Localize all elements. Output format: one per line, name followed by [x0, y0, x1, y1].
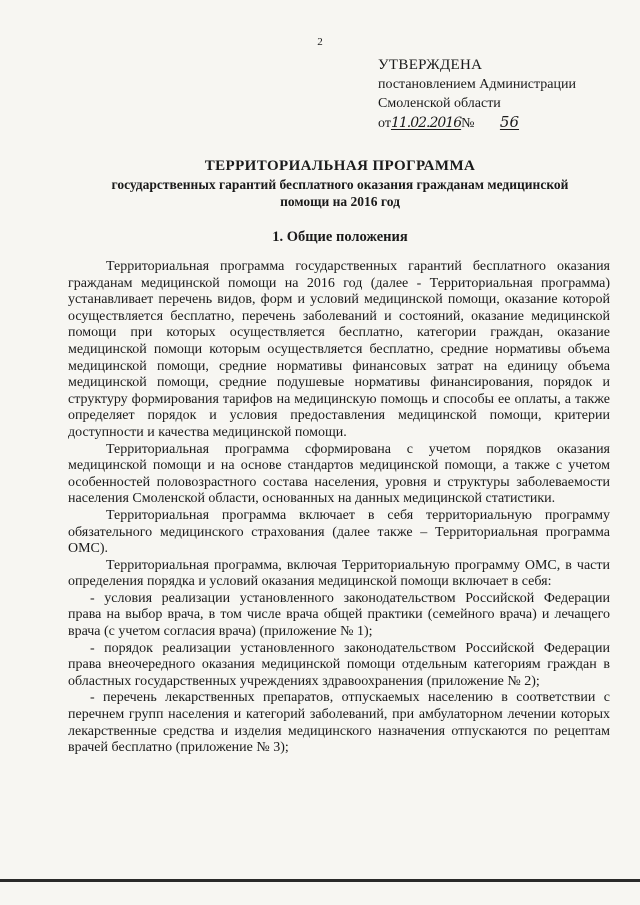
paragraph: Территориальная программа сформирована с учетом порядков оказания медицинской помощи и на основе стандартов медицинской помощи, а также с учетом особенностей половозрастного состава населения, уровня и структуры заболеваемости населения Смоленской области, основанных на данных медицинской статистики. — [68, 441, 610, 507]
handwritten-number: 56 — [499, 113, 520, 131]
title-line-1: ТЕРРИТОРИАЛЬНАЯ ПРОГРАММА — [204, 158, 476, 174]
document-title — [60, 157, 620, 210]
approval-region-line: Смоленской области — [378, 96, 501, 111]
approval-stamp — [378, 56, 628, 133]
approval-issuer-line: постановлением Администрации — [378, 77, 576, 92]
page-number: 2 — [317, 36, 323, 48]
title-line-2: государственных гарантий бесплатного оказания гражданам медицинской — [111, 177, 569, 192]
approval-heading: УТВЕРЖДЕНА — [378, 57, 483, 73]
number-prefix: № — [461, 116, 475, 131]
paragraph: Территориальная программа государственных гарантий бесплатного оказания гражданам медицинской помощи на 2016 год (далее - Территориальная программа) устанавливает перечень видов, форм и условий медицинской помощи, оказание которой осуществляется бесплатно, перечень заболеваний и состояний, оказание медицинской помощи при которых осуществляется бесплатно, категории граждан, оказание медицинской помощи которым осуществляется бесплатно, средние нормативы объема медицинской помощи, средние нормативы финансовых затрат на единицу объема медицинской помощи, средние подушевые нормативы финансирования, порядок и структуру формирования тарифов на медицинскую помощь и способы ее оплаты, а также определяет порядок и условия предоставления медицинской помощи, критерии доступности и качества медицинской помощи. — [68, 259, 610, 440]
approval-date-line — [378, 113, 628, 133]
list-item: - перечень лекарственных препаратов, отпускаемых населению в соответствии с перечнем групп населения и категорий заболеваний, при амбулаторном лечении которых лекарственные средства и изделия медицинского назначения отпускаются по рецептам врачей бесплатно (приложение № 3); — [68, 690, 610, 756]
paragraph: Территориальная программа включает в себя территориальную программу обязательного медицинского страхования (далее также – Территориальная программа ОМС). — [68, 507, 610, 557]
title-line-3: помощи на 2016 год — [280, 194, 400, 209]
list-item: - порядок реализации установленного законодательством Российской Федерации права внеочередного оказания медицинской помощи отдельным категориям граждан в областных государственных учреждениях здравоохранения (приложение № 2); — [68, 640, 610, 689]
handwritten-date: 11.02.2016 — [390, 115, 462, 131]
body-text — [68, 259, 610, 757]
paragraph: Территориальная программа, включая Территориальную программу ОМС, в части определения порядка и условий оказания медицинской помощи включает в себя: — [68, 557, 610, 590]
list-item: - условия реализации установленного законодательством Российской Федерации права на выбор врача, в том числе врача общей практики (семейного врача) и лечащего врача (с учетом согласия врача) (приложение № 1); — [68, 590, 610, 640]
section-heading: 1. Общие положения — [272, 229, 408, 245]
date-prefix: от — [378, 116, 391, 131]
scan-edge-divider — [0, 879, 640, 882]
